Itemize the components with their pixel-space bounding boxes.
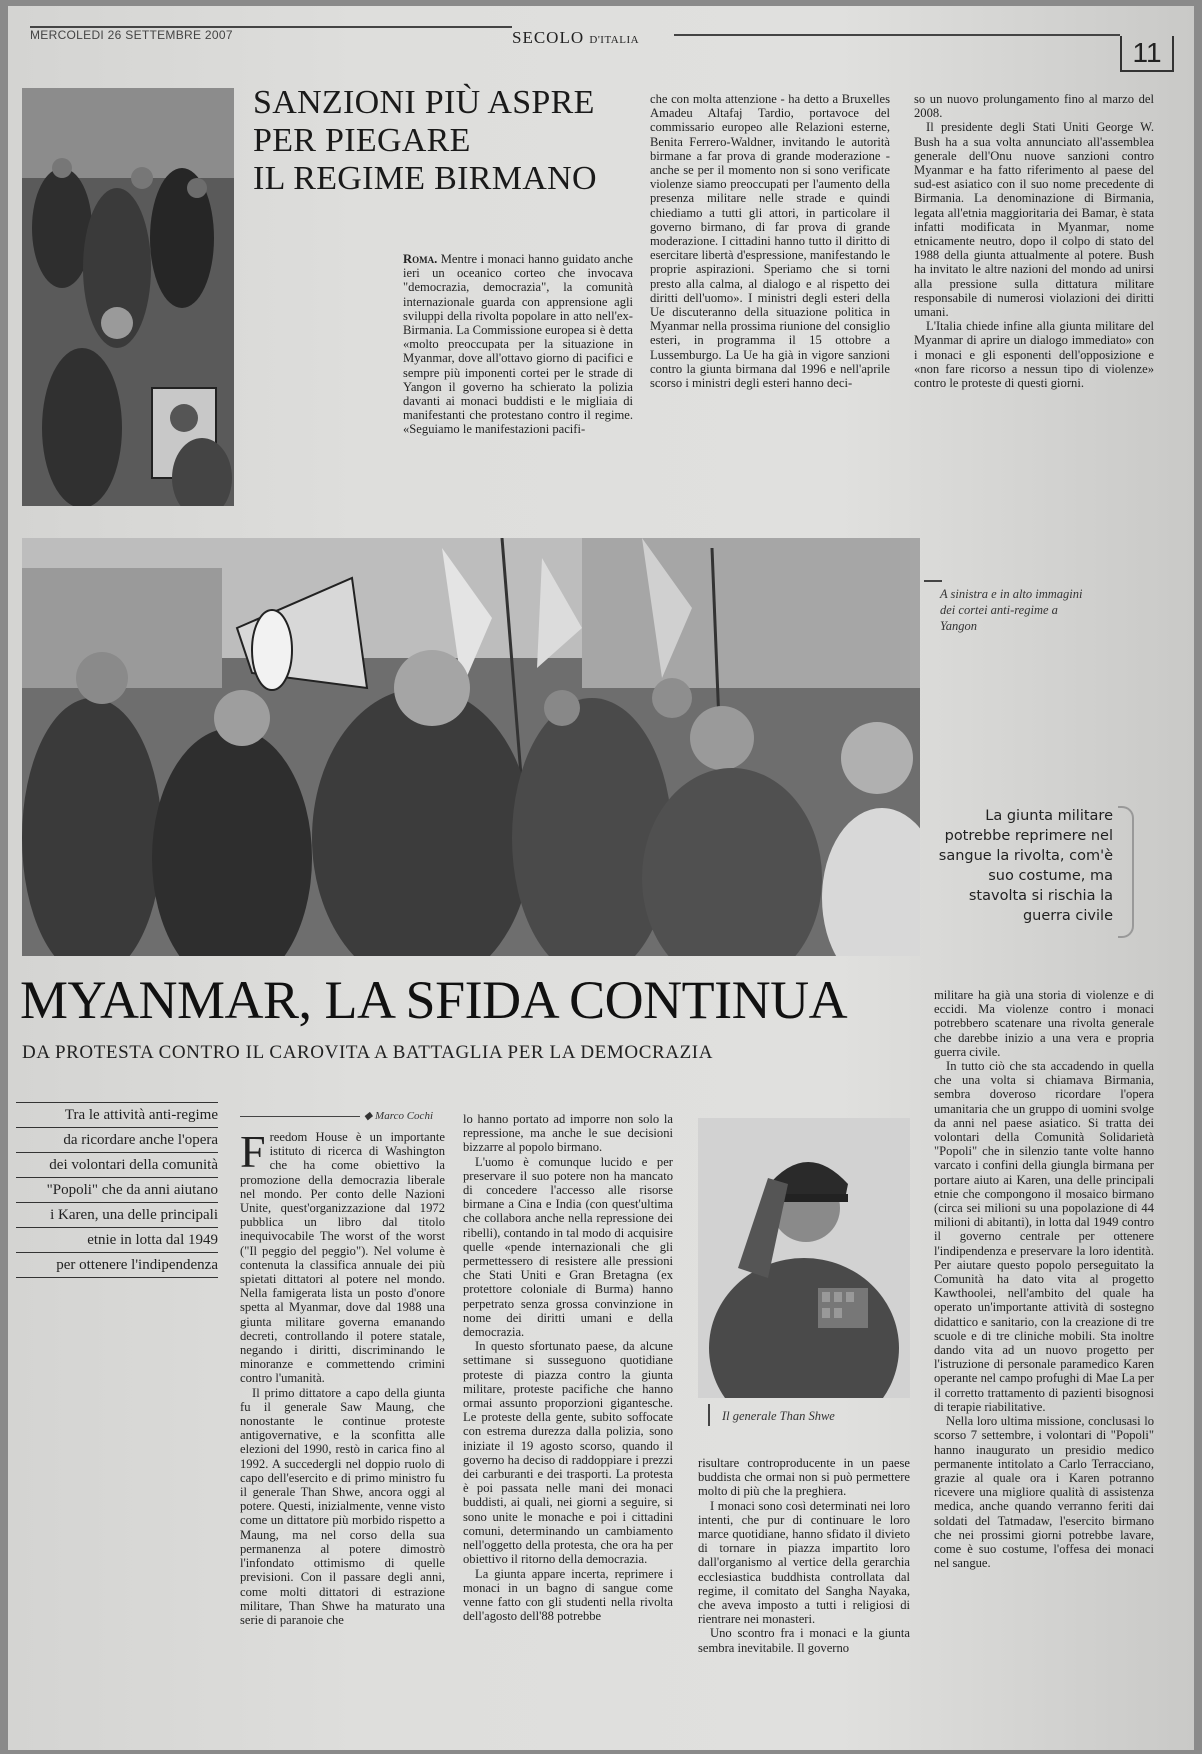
top-story-text-2: che con molta attenzione - ha detto a Bruxelles Amadeu Altafaj Tardio, portavoce del commissario europeo alle Relazioni esterne, Benita Ferrero-Waldner, invitando le autorità birmane a far prova di grande moderazione - anche se per il momento non si sono verificate violenze siamo preoccupati per l'aumento della presenza militare nelle strade e quindi chiediamo a tutti gli attori, in particolare il governo birmano, di far prova di grande moderazione. I cittadini hanno tutto il diritto di esercitare libertà d'espressione, manifestando le proprie aspirazioni. Speriamo che si torni presto alla calma, al dialogo e al rispetto dei diritti dell'uomo». I ministri degli esteri della Ue discuteranno della situazione politica in Myanmar nella prossima riunione del consiglio esteri, in programma il 15 ottobre a Lussemburgo. La Ue ha già in vigore sanzioni contro la giunta birmana dal 1996 e nell'aprile scorso i ministri degli esteri hanno deci- <box>650 92 890 391</box>
general-caption-rule <box>708 1404 710 1426</box>
sidebar-line: Tra le attività anti-regime <box>16 1102 218 1128</box>
dateline: Roma. <box>403 252 438 266</box>
masthead-title: SECOLO <box>512 28 585 47</box>
main-text-3b: I monaci sono così determinati nei loro intenti, che pur di continuare le loro marce quotidiane, hanno sfidato il divieto di tornare in piazza impartito loro dall'organismo al vertice della gerarchia ecclesiastica buddhista controllata dal regime, il comitato del Sangha Nayaka, che aveva imposto a tutti i religiosi di rientrare nei monasteri. <box>698 1498 910 1627</box>
top-headline-line-2: PER PIEGARE <box>253 122 471 159</box>
main-headline: MYANMAR, LA SFIDA CONTINUA <box>20 970 848 1030</box>
issue-date: MERCOLEDI 26 SETTEMBRE 2007 <box>30 28 233 42</box>
main-story-column-2 <box>463 1112 673 1732</box>
page-number: 11 <box>1120 36 1174 72</box>
main-text-2c: In questo sfortunato paese, da alcune settimane si susseguono quotidiane proteste di piazza contro la giunta militare, proteste pacifiche che hanno ormai assunto proporzioni gigantesche. Le proteste della gente, subito soffocate con estrema durezza dalla polizia, sono iniziate il 19 agosto scorso, quando il governo ha deciso di raddoppiare i prezzi dei carburanti e dei trasporti. La protesta è poi passata nelle mani dei monaci buddisti, ai quali, nei giorni a seguire, si sono unite le monache e poi i cittadini comuni, determinando un cambiamento nell'oggetto della protesta, che ora ha per obiettivo il ritorno della democrazia. <box>463 1339 673 1567</box>
photo-general-than-shwe <box>698 1118 910 1398</box>
main-text-3a: risultare controproducente in un paese buddista che ormai non si può permettere molto di più che la preghiera. <box>698 1456 910 1499</box>
sidebar-line: per ottenere l'indipendenza <box>16 1253 218 1278</box>
top-headline-line-3: IL REGIME BIRMANO <box>253 160 597 197</box>
photo-caption-general: Il generale Than Shwe <box>722 1409 835 1423</box>
top-story-column-3 <box>914 92 1154 510</box>
top-story-text-3a: so un nuovo prolungamento fino al marzo del 2008. <box>914 92 1154 121</box>
top-headline-line-1: SANZIONI PIÙ ASPRE <box>253 84 595 121</box>
main-text-2d: La giunta appare incerta, reprimere i monaci in un bagno di sangue come venne fatto con gli studenti nella rivolta dell'agosto dell'88 potrebbe <box>463 1566 673 1624</box>
header-rule-left <box>30 26 512 28</box>
main-text-3c: Uno scontro fra i monaci e la giunta sembra inevitabile. Il governo <box>698 1626 910 1655</box>
sidebar-line: dei volontari della comunità <box>16 1153 218 1178</box>
sidebar-line: da ricordare anche l'opera <box>16 1128 218 1153</box>
main-story-column-4 <box>934 988 1154 1740</box>
drop-cap: F <box>240 1130 266 1177</box>
main-text-2b: L'uomo è comunque lucido e per preservare il suo potere non ha mancato di concedere l'accesso alle risorse birmane a Cina e India (con quest'ultima che collabora anche nella repressione dei ribelli), contando in tal modo di acquisire quelle «pende internazionali che gli permettessero di resistere alle pressioni che Stati Uniti e Gran Bretagna (ex protettore coloniale di Burma) hanno perpetrato senza grossa convinzione in nome dei diritti umani e della democrazia. <box>463 1154 673 1340</box>
sidebar-box <box>16 1102 218 1278</box>
photo-caption-top: A sinistra e in alto immagini dei cortei anti-regime a Yangon <box>940 587 1083 633</box>
main-text-1a: reedom House è un importante istituto di ricerca di Washington che ha come obiettivo la promozione della democrazia liberale nel mondo. Per conto delle Nazioni Unite, quest'organizzazione dal 1972 pubblica un libro dal titolo inequivocabile The worst of the worst ("Il peggio del peggio"). Nel volume è contenuta la classifica annuale dei più spietati dittatori al potere nel mondo. Nella famigerata lista un posto d'onore spetta al Myanmar, dove dal 1988 una giunta militare governa emanando decreti, controllando il potere statale, negando i diritti, discriminando le minoranze e commettendo crimini contro l'umanità. <box>240 1130 445 1386</box>
main-text-4b: In tutto ciò che sta accadendo in quella che una volta si chiamava Birmania, sembra doveroso ricordare l'opera umanitaria che un gruppo di uomini svolge da anni nel paese asiatico. Si tratta dei volontari della Comunità Solidarietà "Popoli" che in silenzio tante volte hanno varcato i confini della giungla birmana per portare aiuto ai Karen, una delle principali etnie che compongono il mosaico birmano (circa sei milioni su una popolazione di 44 milioni di abitanti), in lotta dal 1949 contro il governo centrale per ottenere l'indipendenza e preservare la loro identità. Per aiutare questo popolo perseguitato la Comunità ha dato vita al progetto Kawthoolei, nell'ambito del quale ha operato un'importante attività di sostegno didattico e sanitario, con la creazione di tre scuole e di tre cliniche mobili. Sta inoltre dando vita ad un nuovo progetto per l'istruzione di personale paramedico Karen operante nel campo profughi di Mae La per il corretto trattamento di pazienti bisognosi di terapie riabilitative. <box>934 1059 1154 1414</box>
pull-quote: La giunta militare potrebbe reprimere nel sangue la rivolta, com'è suo costume, ma stavolta si rischia la guerra civile <box>938 808 1113 924</box>
main-story-column-3 <box>698 1456 910 1736</box>
masthead <box>512 28 639 48</box>
byline: ◆ Marco Cochi <box>363 1110 433 1122</box>
masthead-suffix: D'ITALIA <box>589 34 640 46</box>
sidebar-line: etnie in lotta dal 1949 <box>16 1228 218 1253</box>
top-story-column-1 <box>403 252 633 508</box>
top-story-text-3b: Il presidente degli Stati Uniti George W. Bush ha a sua volta annunciato all'assemblea generale dell'Onu nuove sanzioni contro Myanmar e ha fatto riferimento al paese del sud-est asiatico con il suo nome precedente di Birmania. La denominazione di Birmania, legata all'etnia maggioritaria dei Bamar, è stata infatti modificata in Myanmar, nome etnicamente neutro, dopo il colpo di stato del 1988 della giunta attualmente al potere. Bush ha invitato le altre nazioni del mondo ad unirsi alla pressione sulla dittatura militare responsabile di numerosi violazioni dei diritti umani. <box>914 120 1154 320</box>
top-story-text-3c: L'Italia chiede infine alla giunta militare del Myanmar di aprire un dialogo immediato» con i monaci e gli esponenti dell'opposizione e «non fare ricorso a nessun tipo di violenze» contro le proteste di questi giorni. <box>914 319 1154 391</box>
header-rule-right <box>674 34 1120 36</box>
newspaper-page <box>8 6 1194 1750</box>
top-story-column-2 <box>650 92 890 510</box>
top-story-text-1: Mentre i monaci hanno guidato anche ieri un oceanico corteo che invocava "democrazia, democrazia", la comunità internazionale guarda con apprensione agli sviluppi della rivolta popolare in atto nell'ex-Birmania. La Commissione europea si è detta «molto preoccupata per la situazione in Myanmar, dove all'ottavo giorno di pacifici e sempre più imponenti cortei per le strade di Yangon il governo ha schierato la polizia davanti ai monaci buddisti e le migliaia di manifestanti che protestano contro il regime. «Seguiamo le manifestazioni pacifi- <box>403 252 633 437</box>
main-text-2a: lo hanno portato ad imporre non solo la repressione, ma anche le sue decisioni bizzarre al popolo birmano. <box>463 1112 673 1155</box>
sidebar-line: "Popoli" che da anni aiutano <box>16 1178 218 1203</box>
caption-rule <box>924 580 942 582</box>
sidebar-line: i Karen, una delle principali <box>16 1203 218 1228</box>
pull-quote-brace <box>1118 806 1134 938</box>
photo-monk-megaphone <box>22 538 920 956</box>
main-text-4c: Nella loro ultima missione, conclusasi lo scorso 7 settembre, i volontari di "Popoli" hanno inaugurato un presidio medico permanente intitolato a Carlo Terracciano, grazie al quale ora i Karen potranno ricevere una migliore qualità di assistenza medica, anche quando verranno feriti dai soldati del Tatmadaw, l'esercito birmano che nei prossimi giorni potrebbe lavare, come è suo costume, l'offesa dei monaci nel sangue. <box>934 1414 1154 1571</box>
main-subhead: DA PROTESTA CONTRO IL CAROVITA A BATTAGLIA PER LA DEMOCRAZIA <box>22 1042 714 1063</box>
main-story-column-1 <box>240 1130 445 1730</box>
main-text-1b: Il primo dittatore a capo della giunta fu il generale Saw Maung, che nonostante le continue proteste antigovernative, e la sconfitta alle elezioni del 1990, restò in carica fino al 1992. A succedergli nel doppio ruolo di capo dell'esercito e di primo ministro fu il generale Than Shwe, ancora oggi al potere. Questi, inizialmente, venne visto come un dittatore più morbido rispetto a Maung, ma nel corso della sua permanenza al potere dimostrò l'infondato ottimismo di quelle previsioni. Con il passare degli anni, come molti dittatori di estrazione militare, Than Shwe ha maturato una serie di paranoie che <box>240 1385 445 1627</box>
photo-monks-march <box>22 88 234 506</box>
top-headline <box>253 84 613 198</box>
main-text-4a: militare ha già una storia di violenze e di eccidi. Ma violenze contro i monaci potrebbero scatenare una rivolta generale che darebbe inizio a una vera e propria guerra civile. <box>934 988 1154 1059</box>
